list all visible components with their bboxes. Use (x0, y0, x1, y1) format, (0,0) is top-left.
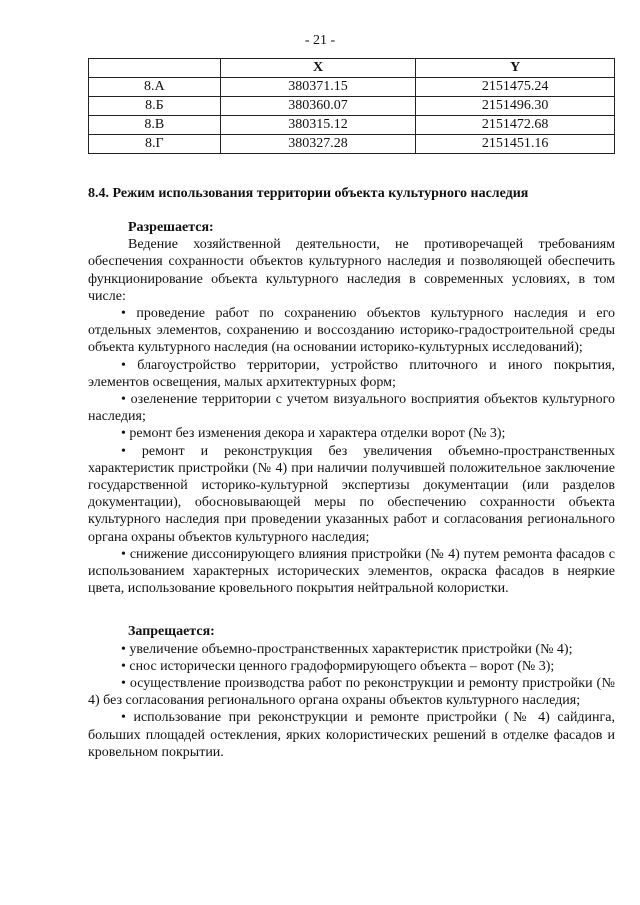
table-header-row (89, 59, 615, 78)
spacer (88, 597, 615, 623)
table-cell: 8.А (89, 78, 221, 97)
list-item: • ремонт без изменения декора и характера отделки ворот (№ 3); (121, 426, 506, 442)
list-item: • ремонт и реконструкция без увеличения объемно-пространственных характеристик пристройки (№ 4) при наличии получившей положительное заключение государственной историко-культурной экспертизы документации (или разделов документации), обосновывающей меры по обеспечению сохранности объекта культурного наследия при проведении указанных работ и согласования регионального органа охраны объектов культурного наследия; (88, 443, 615, 545)
table-header-cell: Y (416, 59, 615, 78)
list-item: • использование при реконструкции и ремонте пристройки (№ 4) сайдинга, больших площадей остекления, ярких колористических решений в отделке фасадов и кровельном покрытии. (88, 710, 615, 760)
table-cell: 2151475.24 (416, 78, 615, 97)
table-cell: 380371.15 (220, 78, 416, 97)
list-item: • проведение работ по сохранению объектов культурного наследия и его отдельных элементов, сохранению и воссозданию историко-градостроительной среды объекта культурного наследия (на основании историко-культурных исследований); (88, 306, 615, 356)
allowed-heading: Разрешается: (128, 220, 214, 235)
table-cell: 2151472.68 (416, 116, 615, 135)
table-cell: 380360.07 (220, 97, 416, 116)
list-item: • озеленение территории с учетом визуального восприятия объектов культурного наследия; (88, 392, 615, 425)
table-cell: 2151451.16 (416, 135, 615, 154)
list-item: • осуществление производства работ по реконструкции и ремонту пристройки (№ 4) без согласования регионального органа охраны объектов культурного наследия; (88, 676, 615, 709)
list-item: • увеличение объемно-пространственных характеристик пристройки (№ 4); (121, 641, 573, 657)
section-body (88, 219, 615, 761)
table-row (89, 97, 615, 116)
table-cell: 8.Б (89, 97, 221, 116)
list-item: • снос исторически ценного градоформирующего объекта – ворот (№ 3); (121, 658, 555, 674)
table-cell: 8.Г (89, 135, 221, 154)
allowed-intro: Ведение хозяйственной деятельности, не противоречащей требованиям обеспечения сохранности объектов культурного наследия и позволяющей обеспечить функционирование объекта культурного наследия в современных условиях, в том числе: (88, 237, 615, 304)
table-cell: 2151496.30 (416, 97, 615, 116)
table-header-cell (89, 59, 221, 78)
table-row (89, 135, 615, 154)
forbidden-heading: Запрещается: (128, 624, 215, 640)
table-cell: 380327.28 (220, 135, 416, 154)
table-cell: 380315.12 (220, 116, 416, 135)
table-cell: 8.В (89, 116, 221, 135)
table-row (89, 78, 615, 97)
list-item: • снижение диссонирующего влияния пристройки (№ 4) путем ремонта фасадов с использованием характерных исторических элементов, окраска фасадов в неяркие цвета, использование кровельного покрытия нейтральной колористки. (88, 546, 615, 597)
list-item: • благоустройство территории, устройство плиточного и иного покрытия, элементов освещения, малых архитектурных форм; (88, 357, 615, 390)
section-title: 8.4. Режим использования территории объекта культурного наследия (88, 186, 529, 201)
coordinates-table (88, 58, 615, 154)
table-row (89, 116, 615, 135)
page-number: - 21 - (304, 33, 336, 48)
table-header-cell: X (220, 59, 416, 78)
